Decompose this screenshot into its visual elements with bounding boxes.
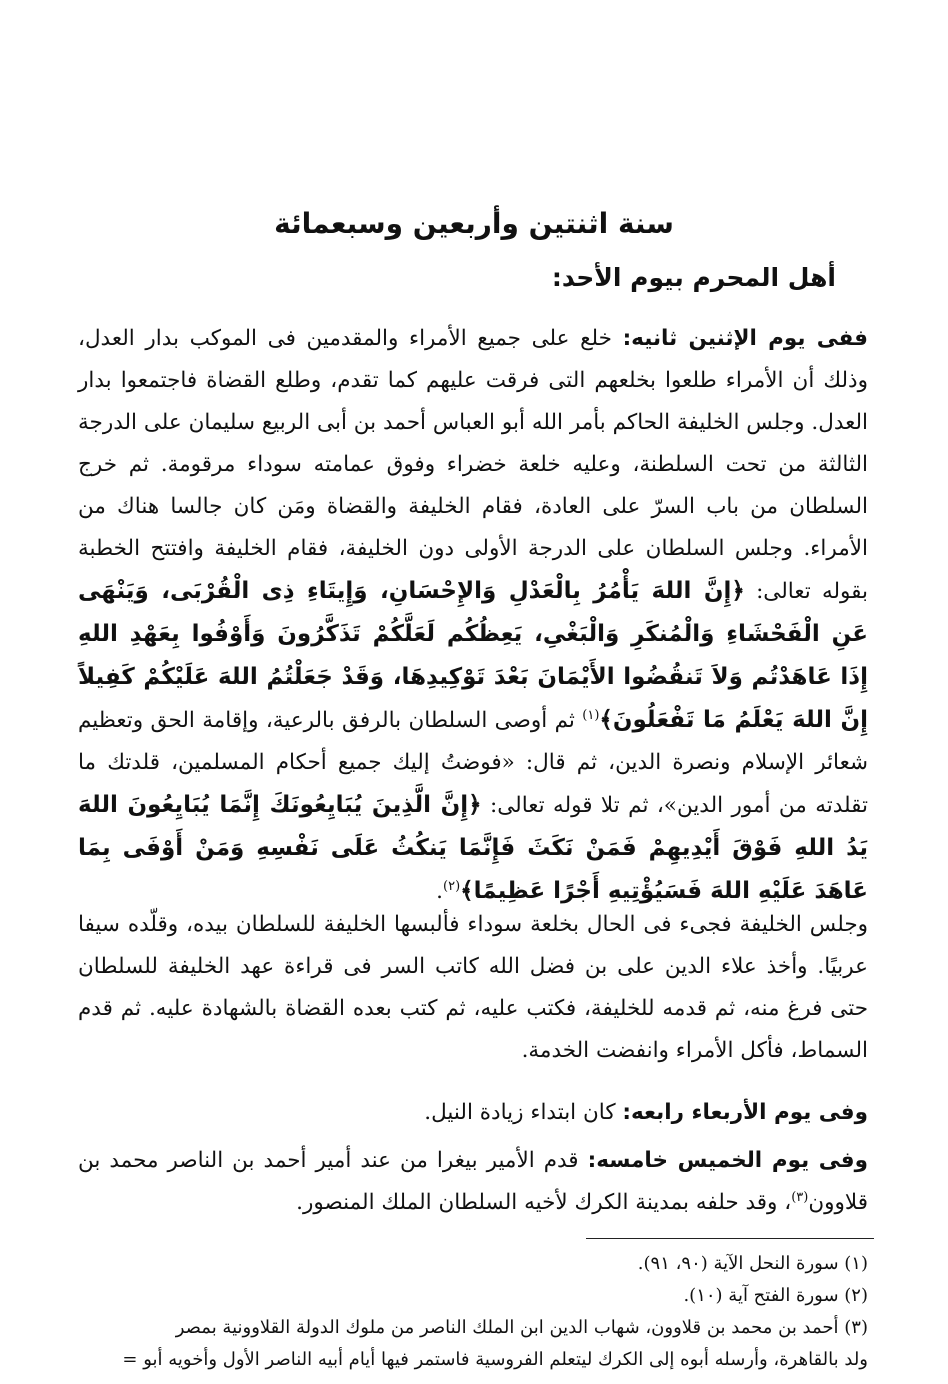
footnote-ref: (١) [582, 707, 600, 723]
paragraph-investiture: وجلس الخليفة فجىء فى الحال بخلعة سوداء فألبسها الخليفة للسلطان بيده، وقلّده سيفا عربيًا. وأخذ علاء الدين على بن فضل الله كاتب السر فى قراءة عهد الخليفة للسلطان حتى فرغ منه، ثم قدمه للخليفة، فكتب عليه، ثم كتب بعده القضاة بالشهادة عليه. ثم قدم السماط، فأكل الأمراء وانفضت الخدمة. [78, 912, 868, 1063]
section-heading: أهل المحرم بيوم الأحد: [551, 263, 836, 292]
quran-verse: ﴿إِنَّ اللهَ يَأْمُرُ بِالْعَدْلِ وَالإِحْسَانِ، وَإِيتَاءِ ذِى الْقُرْبَى، وَيَنْهَى عَنِ الْفَحْشَاءِ وَالْمُنكَرِ وَالْبَغْىِ، يَعِظُكُم لَعَلَّكُمْ تَذَكَّرُونَ وَأَوْفُوا بِعَهْدِ اللهِ إِذَا عَاهَدْتُم وَلاَ تَنقُضُوا الأَيْمَانَ بَعْدَ تَوْكِيدِهَا، وَقَدْ جَعَلْتُمُ اللهَ عَلَيْكُمْ كَفِيلاً إِنَّ اللهَ يَعْلَمُ مَا تَفْعَلُونَ﴾ [78, 578, 868, 733]
paragraph-text: ثم أوصى السلطان بالرفق بالرعية، وإقامة الحق وتعظيم شعائر الإسلام ونصرة الدين، ثم قال: «فوضتُ إليك جميع أحكام المسلمين، قلدتك ما تقلدته من أمور الدين»، ثم تلا قوله تعالى: [78, 708, 868, 818]
paragraph-text: ، وقد حلفه بمدينة الكرك لأخيه السلطان الملك المنصور. [296, 1190, 792, 1215]
paragraph-text: خلع على جميع الأمراء والمقدمين فى الموكب بدار العدل، وذلك أن الأمراء طلعوا بخلعهم التى فرقت عليهم كما تقدم، وطلع القضاة فاجتمعوا بدار العدل. وجلس الخليفة الحاكم بأمر الله أبو العباس أحمد بن أبى الربيع سليمان على الدرجة الثالثة من تحت السلطنة، وعليه خلعة خضراء وفوق عمامته سوداء مرقومة. ثم خرج السلطان من باب السرّ على العادة، فقام الخليفة والقضاة ومَن كان جالسا هناك من الأمراء. وجلس السلطان على الدرجة الأولى دون الخليفة، فقام الخليفة وافتتح الخطبة بقوله تعالى: [78, 326, 868, 604]
paragraph-text: كان ابتداء زيادة النيل. [424, 1100, 623, 1125]
paragraph-lead: وفى يوم الخميس خامسه: [587, 1148, 868, 1173]
footnote-divider [586, 1238, 874, 1239]
chapter-title: سنة اثنتين وأربعين وسبعمائة [274, 207, 674, 240]
footnotes [68, 1248, 868, 1376]
paragraph-baybugha [78, 1140, 868, 1224]
footnote-2: (٢) سورة الفتح آية (١٠). [683, 1285, 868, 1306]
paragraph-end: . [436, 879, 443, 904]
footnote-3-continued: ولد بالقاهرة، وأرسله أبوه إلى الكرك ليتعلم الفروسية فاستمر فيها أيام أبيه الناصر الأول وأخويه أبو = [122, 1349, 868, 1370]
quran-verse: ﴿إِنَّ الَّذِينَ يُبَايِعُونَكَ إِنَّمَا يُبَايِعُونَ اللهَ يَدُ اللهِ فَوْقَ أَيْدِيهِمْ فَمَنْ نَكَثَ فَإِنَّمَا يَنكُثُ عَلَى نَفْسِهِ وَمَنْ أَوْفَى بِمَا عَاهَدَ عَلَيْهِ اللهَ فَسَيُؤْتِيهِ أَجْرًا عَظِيمًا﴾ [78, 792, 868, 904]
footnote-ref: (٣) [791, 1189, 809, 1205]
paragraph-text: قدم الأمير بيغرا من عند أمير أحمد بن الناصر محمد بن قلاوون [78, 1148, 868, 1215]
paragraph-lead: وفى يوم الأربعاء رابعه: [622, 1100, 868, 1125]
footnote-3: (٣) أحمد بن محمد بن قلاوون، شهاب الدين ابن الملك الناصر من ملوك الدولة القلاوونية بمصر [175, 1317, 868, 1338]
footnote-ref: (٢) [443, 878, 461, 894]
footnote-1: (١) سورة النحل الآية (٩٠، ٩١). [637, 1253, 868, 1274]
paragraph-nile [78, 1092, 868, 1134]
paragraph-khutba [78, 318, 868, 913]
paragraph-lead: ففى يوم الإثنين ثانيه: [622, 326, 868, 351]
